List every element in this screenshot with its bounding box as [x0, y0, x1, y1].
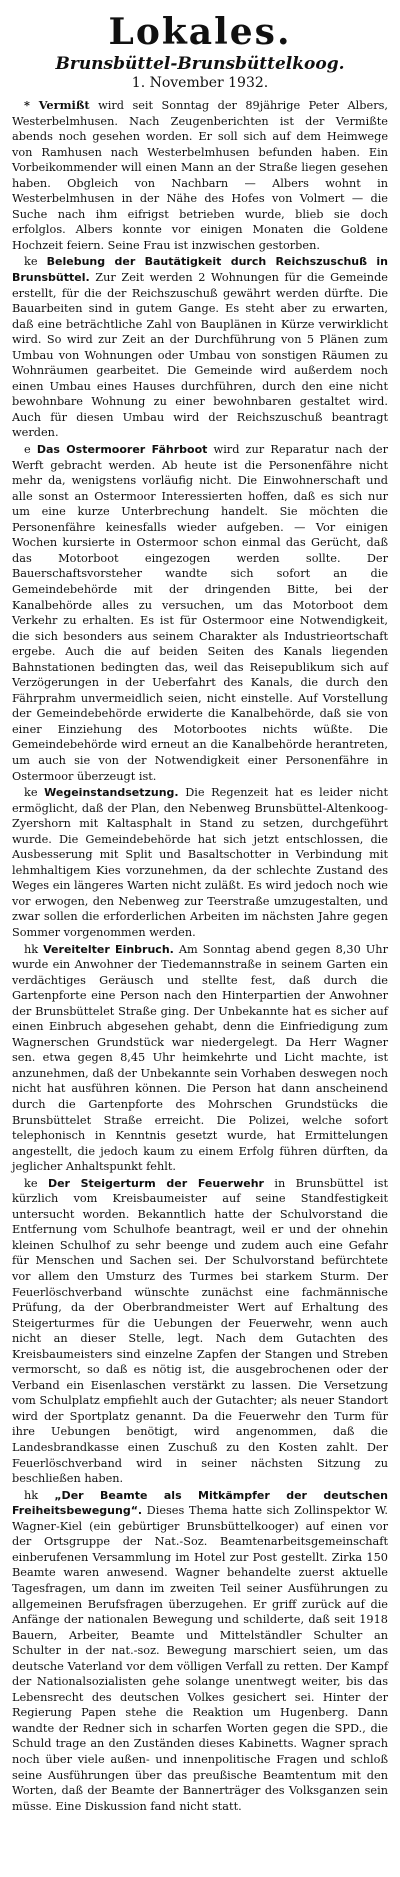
place-heading: Brunsbüttel-Brunsbüttelkoog.	[55, 54, 345, 74]
article-text: Zur Zeit werden 2 Wohnungen für die Gemeinde erstellt, für die der Reichszuschuß gewährt werden dürfte. Die Bauarbeiten sind in gutem Gange. Es steht aber zu erwarten, daß eine beträchtliche Zahl von Bauplänen in Kürze verwirklicht wird. So wird zur Zeit an der Durchführung von 5 Plänen zum Umbau von Wohnungen oder Umbau von sonstigen Räumen zu Wohnräumen gearbeitet. Die Gemeinde wird außerdem noch einen Umbau eines Hauses durchführen, durch den eine nicht bewohnbare Wohnung zu einer bewohnbaren gestaltet wird. Auch für diesen Umbau wird der Reichszuschuß beantragt werden.	[12, 271, 388, 440]
article-text: Dieses Thema hatte sich Zollinspektor W. Wagner-Kiel (ein gebürtiger Brunsbüttelkooger) auf einen vor der Ortsgruppe der Nat.-Soz. Beamtenarbeitsgemeinschaft einberufenen Versammlung im Hotel zur Post gestellt. Zirka 150 Beamte waren anwesend. Wagner behandelte zuerst aktuelle Tagesfragen, um dann im zweiten Teil seiner Ausführungen zu allgemeinen Berufsfragen überzugehen. Er griff zurück auf die Anfänge der nationalen Bewegung und schilderte, daß seit 1918 Bauern, Arbeiter, Beamte und Mittelständler Schulter an Schulter in der nat.-soz. Bewegung marschiert seien, um das deutsche Vaterland vor dem völligen Verfall zu retten. Der Kampf der Nationalsozialisten gehe solange unentwegt weiter, bis das Lebensrecht des deutschen Volkes gesichert sei. Hinter der Regierung Papen stehe die Reaktion um Hugenberg. Dann wandte der Redner sich in scharfen Worten gegen die SPD., die Schuld trage an den Zuständen dieses Kabinetts. Wagner sprach noch über viele außen- und innenpolitische Fragen und schloß seine Ausführungen über das preußische Beamtentum mit den Worten, daß der Beamte der Bannerträger des Volksganzen sein müsse. Eine Diskussion fand nicht statt.	[12, 1504, 388, 1813]
article-marker: ke	[24, 786, 38, 800]
article-marker: hk	[24, 942, 39, 956]
article-headline: Belebung der Bautätigkeit durch Reichszuschuß in Brunsbüttel.	[12, 255, 388, 285]
article-marker: * Vermißt	[24, 98, 90, 112]
article-bautaetigkeit	[12, 254, 388, 441]
article-marker: ke	[24, 1176, 38, 1190]
article-faehrboot	[12, 442, 388, 784]
article-beamte	[12, 1488, 388, 1814]
article-text: Am Sonntag abend gegen 8,30 Uhr wurde ein Anwohner der Tiedemannstraße in seinem Garten ein verdächtiges Geräusch und stellte fest, daß durch die Gartenpforte eine Person nach den Hinterpartien der Anwohner der Brunsbüttelet Straße ging. Der Unbekannte hat es sicher auf einen Einbruch abgesehen gehabt, denn die Einfriedigung zum Wagnerschen Grundstück war niedergelegt. Da Herr Wagner sen. etwa gegen 8,45 Uhr heimkehrte und Licht machte, ist anzunehmen, daß der Unbekannte sein Vorhaben deswegen noch nicht hat ausführen können. Die Person hat dann anscheinend durch die Gartenpforte des Mohrschen Grundstücks die Brunsbüttelet Straße erreicht. Die Polizei, welche sofort telephonisch in Kenntnis gesetzt wurde, hat Ermittelungen angestellt, die jedoch kaum zu einem Erfolg führen dürften, da jeglicher Anhaltspunkt fehlt.	[12, 942, 388, 1174]
article-einbruch	[12, 942, 388, 1175]
article-text: in Brunsbüttel ist kürzlich vom Kreisbaumeister auf seine Standfestigkeit untersucht worden. Bekanntlich hatte der Schulvorstand die Entfernung vom Schulhofe beantragt, weil er und der ohnehin kleinen Schulhof zu sehr beenge und zudem auch eine Gefahr für Menschen und Sachen sei. Der Schulvorstand befürchtete vor allem den Umsturz des Turmes bei starkem Sturm. Der Feuerlöschverband wünschte zunächst eine fachmännische Prüfung, da der Oberbrandmeister Wert auf Erhaltung des Steigerturmes für die Uebungen der Feuerwehr, wenn auch nicht an dieser Stelle, legt. Nach dem Gutachten des Kreisbaumeisters sind einzelne Zapfen der Stangen und Streben vermorscht, so daß es nötig ist, die ausgebrochenen oder der Verband ein Eisenlaschen verstärkt zu lassen. Die Versetzung vom Schulplatz empfiehlt auch der Gutachter; als neuer Standort wird der Sportplatz genannt. Da die Feuerwehr den Turm für ihre Uebungen benötigt, wird angenommen, daß die Landesbrandkasse einen Zuschuß zu den Kosten zahlt. Der Feuerlöschverband wird in seiner nächsten Sitzung zu beschließen haben.	[12, 1176, 388, 1486]
date-line: 1. November 1932.	[131, 75, 269, 91]
article-headline: Vereitelter Einbruch.	[43, 942, 174, 956]
article-headline: „Der Beamte als Mitkämpfer der deutschen Freiheitsbewegung“.	[12, 1488, 388, 1518]
article-marker: e	[24, 443, 31, 457]
article-headline: Wegeinstandsetzung.	[44, 786, 179, 800]
article-headline: Der Steigerturm der Feuerwehr	[47, 1176, 264, 1190]
article-marker: ke	[24, 255, 38, 269]
article-vermisst	[12, 98, 388, 253]
article-text: Die Regenzeit hat es leider nicht ermöglicht, daß der Plan, den Nebenweg Brunsbüttel-Altenkoog-Zyershorn mit Kaltasphalt in Stand zu setzen, durchgeführt wurde. Die Gemeindebehörde hat sich jetzt entschlossen, die Ausbesserung mit Split und Basaltschotter in Verbindung mit lehmhaltigem Kies vorzunehmen, da der schlechte Zustand des Weges ein längeres Warten nicht zuläßt. Es wird jedoch noch wie vor erwogen, den Nebenweg zur Teerstraße umzugestalten, und zwar sollen die erforderlichen Arbeiten im nächsten Jahre gegen Sommer vorgenommen werden.	[12, 786, 389, 939]
article-steigerturm	[12, 1176, 388, 1487]
article-text: wird seit Sonntag der 89jährige Peter Albers, Westerbelmhusen. Nach Zeugenberichten ist der Vermißte abends noch gesehen worden. Er soll sich auf dem Heimwege von Ramhusen nach Westerbelmhusen befunden haben. Ein Vorbeikommender will einen Mann an der Straße liegen gesehen haben. Obgleich von Nachbarn — Albers wohnt in Westerbelmhusen in der Nähe des Hofes von Volmert — die Suche nach ihm eifrigst betrieben wurde, blieb sie doch erfolglos. Albers konnte vor einigen Monaten die Goldene Hochzeit feiern. Seine Frau ist inzwischen gestorben.	[12, 99, 388, 252]
article-headline: Das Ostermoorer Fährboot	[36, 443, 208, 457]
article-text: wird zur Reparatur nach der Werft gebracht werden. Ab heute ist die Personenfähre nicht mehr da, wenigstens vorläufig nicht. Die Einwohnerschaft und alle sonst an Ostermoor Interessierten hoffen, daß es sich nur um eine kurze Unterbrechung handelt. Sie möchten die Personenfähre keinesfalls wieder aufgeben. — Vor einigen Wochen kursierte in Ostermoor schon einmal das Gerücht, daß das Motorboot eingezogen werden sollte. Der Bauerschaftsvorsteher wandte sich sofort an die Gemeindebehörde mit der dringenden Bitte, bei der Kanalbehörde alles zu versuchen, um das Motorboot dem Verkehr zu erhalten. Es ist für Ostermoor eine Notwendigkeit, die sich besonders aus seinem Charakter als Industrieortschaft ergebe. Auch die auf beiden Seiten des Kanals liegenden Bahnstationen bedingten das, weil das Reisepublikum sich auf Verzögerungen in der Ueberfahrt des Kanals, die durch den Fährprahm unvermeidlich seien, nicht einstelle. Auf Vorstellung der Gemeindebehörde erwiderte die Kanalbehörde, daß sie von einer Einziehung des Motorbootes nichts wüßte. Die Gemeindebehörde wird erneut an die Kanalbehörde herantreten, um auch sie von der Notwendigkeit einer Personenfähre in Ostermoor überzeugt ist.	[12, 443, 389, 783]
article-wegeinstandsetzung	[12, 785, 388, 940]
article-marker: hk	[24, 1488, 39, 1502]
section-title: Lokales.	[108, 11, 292, 53]
